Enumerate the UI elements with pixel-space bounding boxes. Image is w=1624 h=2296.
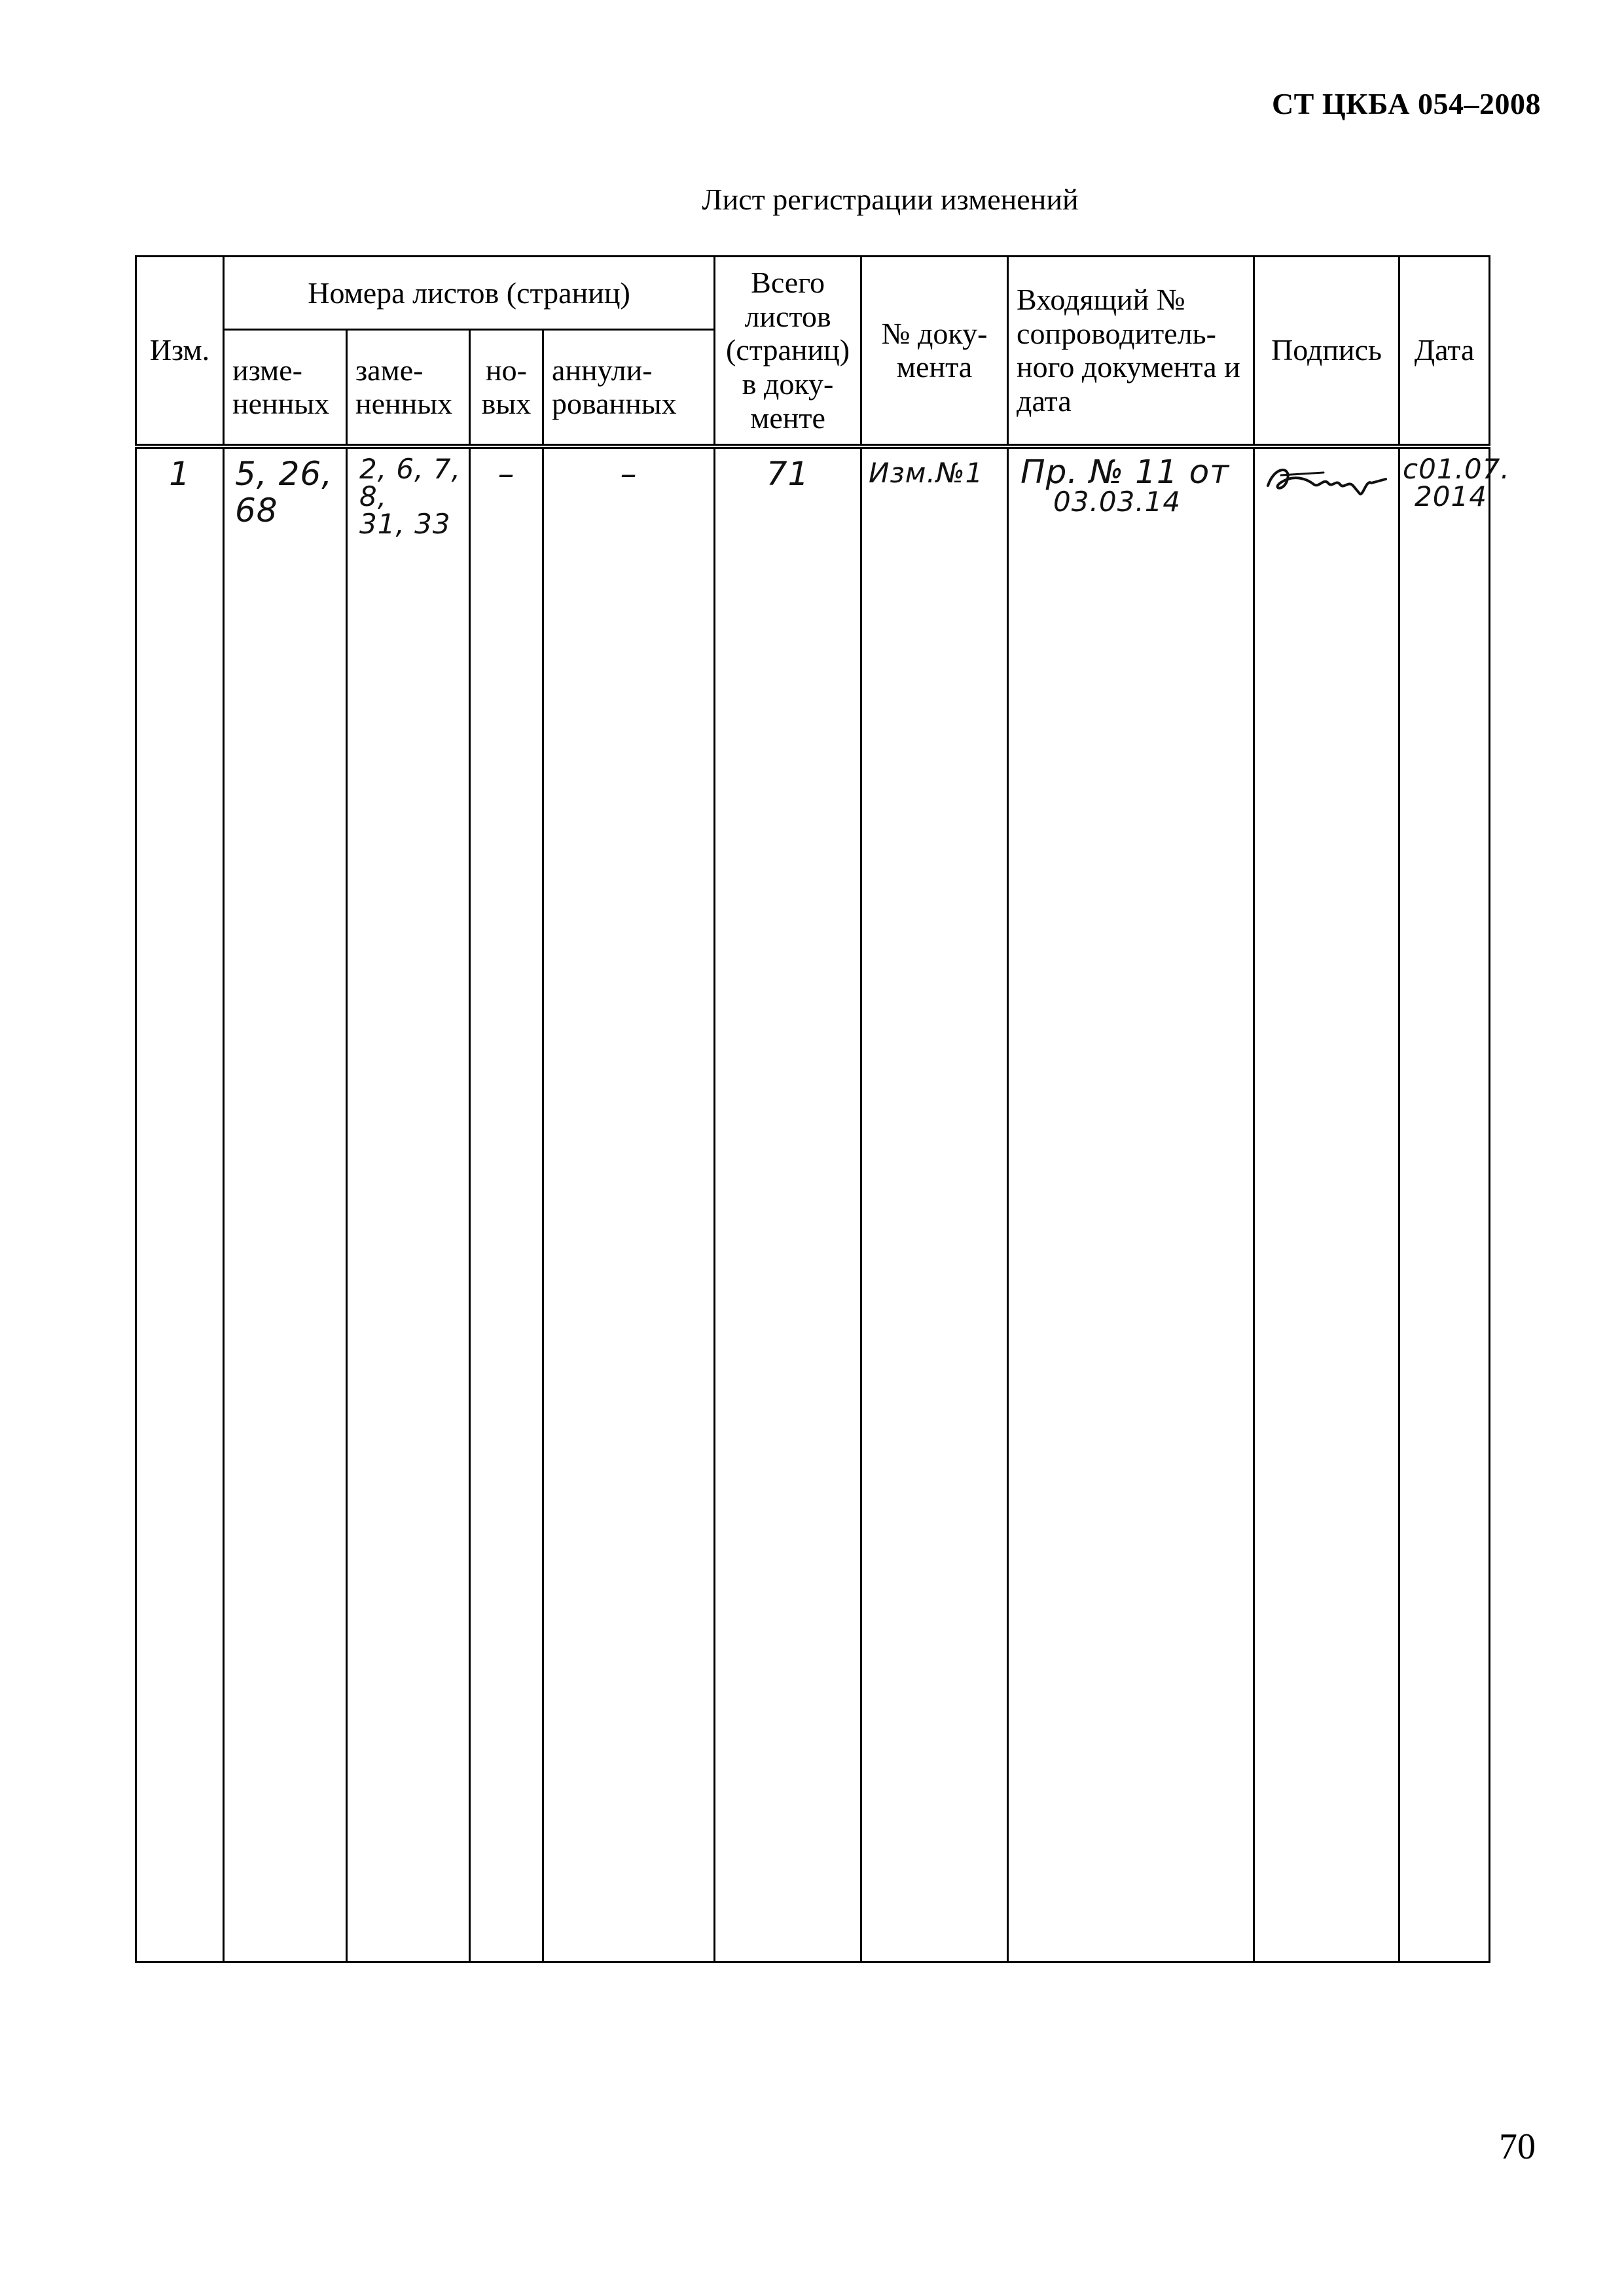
cell-cancelled: [543, 446, 715, 1962]
doc-number: Изм.№1: [869, 456, 984, 489]
change-registration-table: [135, 255, 1510, 1963]
header-doc-number: № доку-мента: [861, 257, 1008, 446]
handwritten-signature: [1261, 459, 1392, 505]
incoming-doc-line1: Пр. № 11 от: [1020, 452, 1230, 491]
cell-change: [136, 446, 224, 1962]
changed-sheets: 5, 26, 68: [235, 454, 333, 529]
header-signature: Подпись: [1254, 257, 1399, 446]
new-sheets: –: [497, 454, 515, 493]
cell-signature: [1254, 446, 1399, 1962]
header-date: Дата: [1399, 257, 1490, 446]
cancelled-sheets: –: [620, 454, 638, 493]
cell-incoming: [1008, 446, 1254, 1962]
document-code: СТ ЦКБА 054–2008: [1271, 87, 1541, 120]
total-sheets: 71: [766, 454, 810, 493]
date-line1: с01.07.: [1403, 452, 1510, 485]
cell-replaced: [347, 446, 470, 1962]
cell-total-sheets: [715, 446, 861, 1962]
page-number: 70: [1499, 2126, 1536, 2167]
header-new: но-вых: [470, 330, 543, 446]
header-incoming-doc: Входящий № сопроводитель-ного документа и дата: [1008, 257, 1254, 446]
header-changed: изме-ненных: [224, 330, 347, 446]
change-number: 1: [169, 454, 190, 493]
cell-date: [1399, 446, 1510, 1962]
header-change: Изм.: [136, 257, 224, 446]
header-cancelled: аннули-рованных: [543, 330, 715, 446]
replaced-sheets-line2: 31, 33: [359, 507, 451, 540]
cell-doc-number: [861, 446, 1008, 1962]
date-line2: 2014: [1415, 480, 1487, 512]
header-total-sheets: Всего листов (страниц) в доку-менте: [715, 257, 861, 446]
cell-changed: [224, 446, 347, 1962]
header-replaced: заме-ненных: [347, 330, 470, 446]
page-title: Лист регистрации изменений: [702, 183, 1079, 216]
header-sheet-numbers: Номера листов (страниц): [224, 257, 715, 330]
table-row: [136, 446, 1490, 1962]
incoming-doc-line2: 03.03.14: [1053, 485, 1182, 518]
cell-new: [470, 446, 543, 1962]
replaced-sheets-line1: 2, 6, 7, 8,: [359, 452, 461, 512]
